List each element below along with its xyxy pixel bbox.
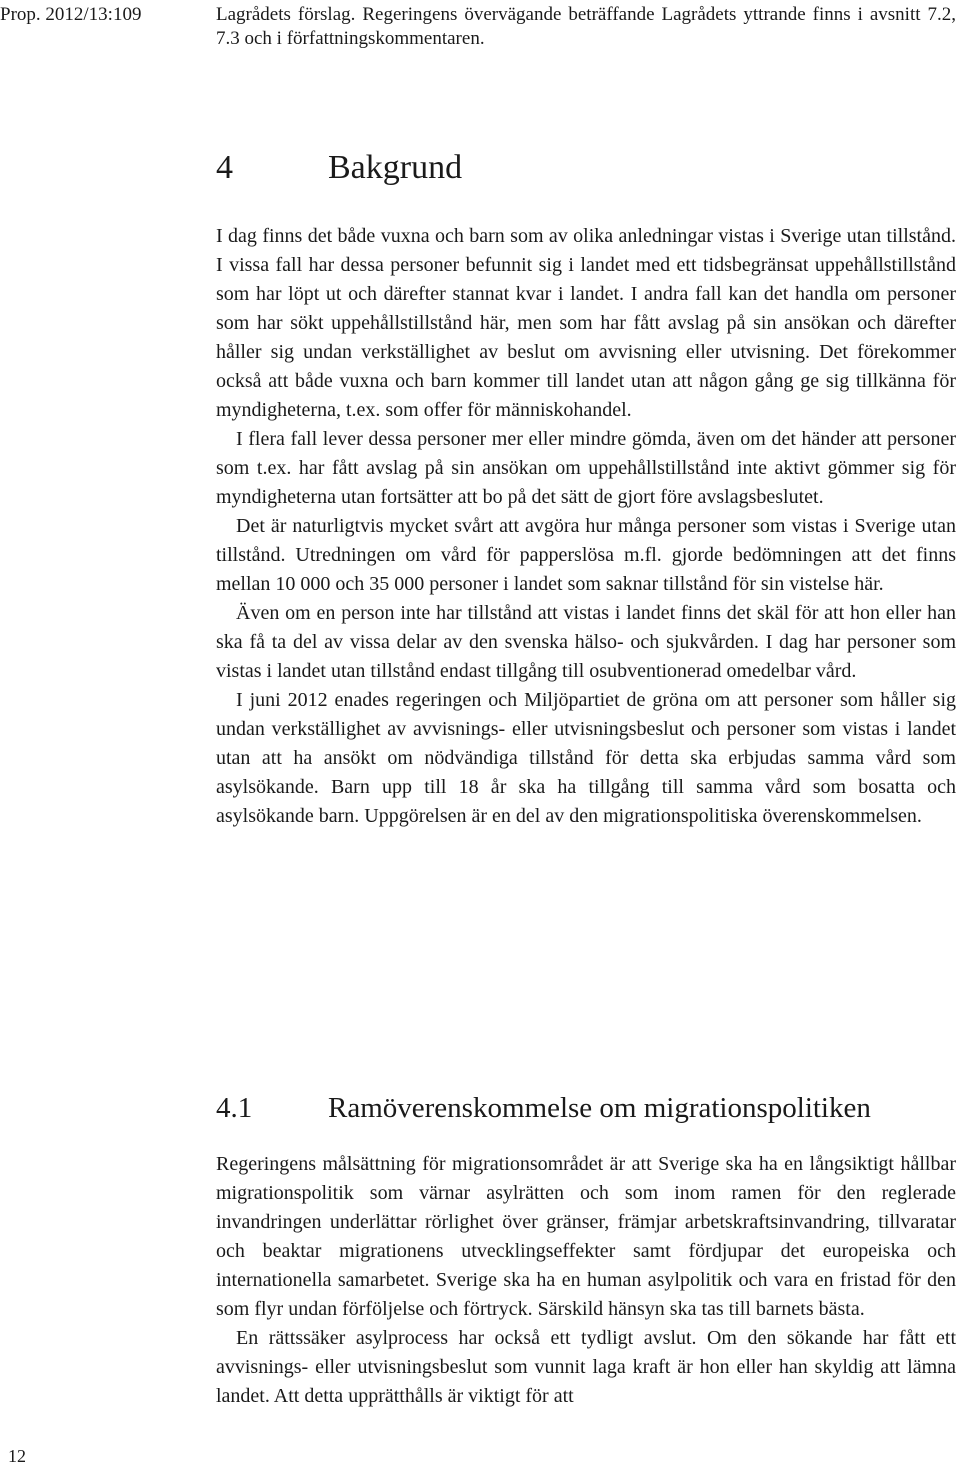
section-title: Bakgrund (328, 149, 463, 186)
subsection-title: Ramöverenskommelse om migrationspolitiken (328, 1092, 871, 1124)
section-heading (216, 148, 462, 188)
paragraph: Det är naturligtvis mycket svårt att avgöra hur många personer som vistas i Sverige utan tillstånd. Utredningen om vård för papperslösa m.fl. gjorde bedömningen att det finns mellan 10 000 och 35 000 personer i landet som saknar tillstånd för sin vistelse här. (216, 515, 956, 595)
paragraph: I flera fall lever dessa personer mer eller mindre gömda, även om det händer att personer som t.ex. har fått avslag på sin ansökan om uppehållstillstånd inte aktivt gömmer sig för myndigheterna utan fortsätter att bo på det sätt de gjort före avslagsbeslutet. (216, 428, 956, 508)
subsection-number: 4.1 (216, 1092, 253, 1124)
document-reference: Prop. 2012/13:109 (0, 4, 142, 25)
page-number: 12 (8, 1446, 26, 1466)
subsection-body (216, 1150, 956, 1411)
section-body (216, 222, 956, 831)
paragraph: En rättssäker asylprocess har också ett tydligt avslut. Om den sökande har fått ett avvisnings- eller utvisningsbeslut som vunnit laga kraft är hon eller han skyldig att lämna landet. Att detta upprätthålls är viktigt för att (216, 1327, 956, 1407)
section-number: 4 (216, 149, 233, 186)
paragraph: I juni 2012 enades regeringen och Miljöpartiet de gröna om att personer som håller sig undan verkställighet av avvisnings- eller utvisningsbeslut och personer som vistas i landet utan att ha ansökt om nödvändiga tillstånd för detta ska erbjudas samma vård som asylsökande. Barn upp till 18 år ska ha tillgång till samma vård som bosatta och asylsökande barn. Uppgörelsen är en del av den migrationspolitiska överenskommelsen. (216, 689, 956, 827)
paragraph: Även om en person inte har tillstånd att vistas i landet finns det skäl för att hon eller han ska få ta del av vissa delar av den svenska hälso- och sjukvården. I dag har personer som vistas i landet utan tillstånd endast tillgång till osubventionerad omedelbar vård. (216, 602, 956, 682)
paragraph: Regeringens målsättning för migrationsområdet är att Sverige ska ha en långsiktigt hållbar migrationspolitik som värnar asylrätten och som inom ramen för den reglerade invandringen underlättar rörlighet över gränser, främjar arbetskraftsinvandring, tillvaratar och beaktar migrationens utvecklingseffekter samt fördjupar det europeiska och internationella samarbetet. Sverige ska ha en human asylpolitik och vara en fristad för den som flyr undan förföljelse och förtryck. Särskild hänsyn ska tas till barnets bästa. (216, 1153, 956, 1320)
subsection-heading (216, 1090, 871, 1126)
running-header: Lagrådets förslag. Regeringens övervägande beträffande Lagrådets yttrande finns i avsnitt 7.2, 7.3 och i författningskommentaren. (216, 4, 956, 49)
paragraph: I dag finns det både vuxna och barn som av olika anledningar vistas i Sverige utan tillstånd. I vissa fall har dessa personer befunnit sig i landet med ett tidsbegränsat uppehållstillstånd som har löpt ut och därefter stannat kvar i landet. I andra fall kan det handla om personer som har sökt uppehållstillstånd här, men som har fått avslag på sin ansökan och därefter håller sig undan verkställighet av beslut om avvisning eller utvisning. Det förekommer också att både vuxna och barn kommer till landet utan att någon gång ge sig tillkänna för myndigheterna, t.ex. som offer för människohandel. (216, 225, 956, 421)
